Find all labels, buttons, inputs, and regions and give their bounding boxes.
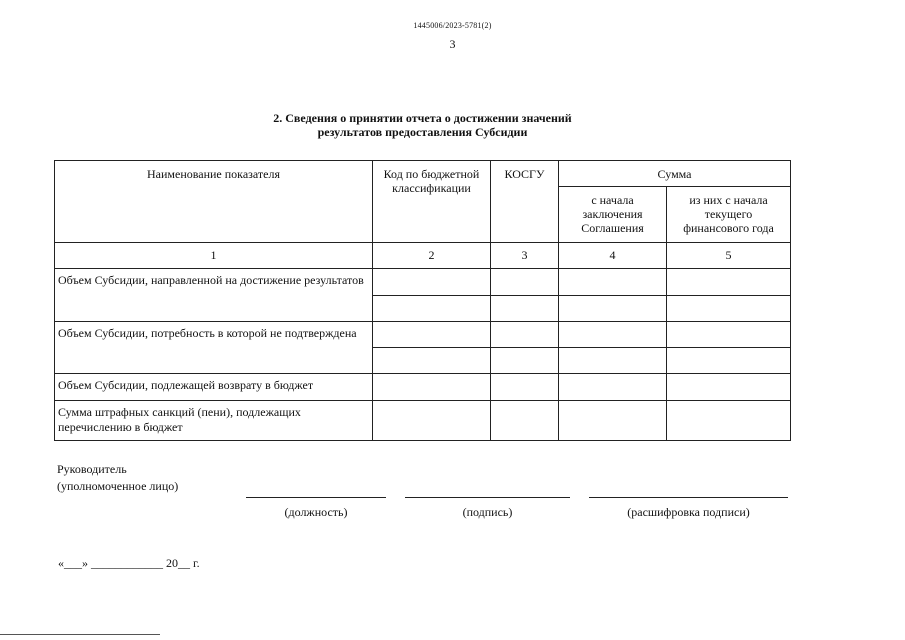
cell-sum-from-agreement[interactable] bbox=[559, 374, 667, 401]
header-sum-current-year bbox=[667, 187, 791, 243]
cell-sum-current-year[interactable] bbox=[667, 322, 791, 348]
table-row bbox=[55, 269, 791, 296]
cell-sum-current-year[interactable] bbox=[667, 401, 791, 441]
signature-decoding-line[interactable] bbox=[589, 497, 788, 498]
cell-sum-current-year[interactable] bbox=[667, 269, 791, 296]
column-numbers-row bbox=[55, 243, 791, 269]
cell-budget-code[interactable] bbox=[373, 269, 491, 296]
cell-kosgu[interactable] bbox=[491, 269, 559, 296]
cell-sum-current-year[interactable] bbox=[667, 296, 791, 322]
position-caption: (должность) bbox=[284, 505, 348, 519]
column-number: 4 bbox=[559, 243, 667, 269]
table-row bbox=[55, 322, 791, 348]
cell-kosgu[interactable] bbox=[491, 296, 559, 322]
row-label: Объем Субсидии, подлежащей возврату в бюджет bbox=[55, 374, 373, 401]
cell-kosgu[interactable] bbox=[491, 322, 559, 348]
cell-sum-from-agreement[interactable] bbox=[559, 401, 667, 441]
header-sum-current-year-line2: текущего bbox=[704, 207, 753, 221]
section-title-line1: 2. Сведения о принятии отчета о достижении значений bbox=[273, 111, 572, 125]
header-sum-from-agreement-line2: заключения bbox=[582, 207, 643, 221]
signature-line[interactable] bbox=[405, 497, 570, 498]
date-field[interactable]: «___» ____________ 20__ г. bbox=[58, 556, 200, 570]
position-line[interactable] bbox=[246, 497, 386, 498]
cell-sum-from-agreement[interactable] bbox=[559, 322, 667, 348]
header-sum-from-agreement-line1: с начала bbox=[591, 193, 634, 207]
row-label: Объем Субсидии, направленной на достижение результатов bbox=[55, 269, 373, 322]
column-number: 2 bbox=[373, 243, 491, 269]
footer-divider bbox=[0, 634, 160, 635]
header-sum-from-agreement bbox=[559, 187, 667, 243]
cell-budget-code[interactable] bbox=[373, 296, 491, 322]
column-number: 1 bbox=[55, 243, 373, 269]
cell-sum-from-agreement[interactable] bbox=[559, 348, 667, 374]
signer-title-line2: (уполномоченное лицо) bbox=[57, 479, 179, 493]
cell-kosgu[interactable] bbox=[491, 401, 559, 441]
header-kosgu: КОСГУ bbox=[491, 161, 559, 243]
column-number: 5 bbox=[667, 243, 791, 269]
signer-title bbox=[57, 461, 178, 495]
column-number: 3 bbox=[491, 243, 559, 269]
header-indicator-name: Наименование показателя bbox=[55, 161, 373, 243]
header-sum-current-year-line1: из них с начала bbox=[689, 193, 768, 207]
table-row bbox=[55, 401, 791, 441]
row-label: Объем Субсидии, потребность в которой не подтверждена bbox=[55, 322, 373, 374]
section-title-line2: результатов предоставления Субсидии bbox=[317, 125, 528, 139]
header-budget-code: Код по бюджетной классификации bbox=[373, 161, 491, 243]
cell-budget-code[interactable] bbox=[373, 374, 491, 401]
cell-budget-code[interactable] bbox=[373, 401, 491, 441]
row-label: Сумма штрафных санкций (пени), подлежащих перечислению в бюджет bbox=[55, 401, 373, 441]
table-row bbox=[55, 374, 791, 401]
cell-kosgu[interactable] bbox=[491, 348, 559, 374]
cell-budget-code[interactable] bbox=[373, 348, 491, 374]
cell-sum-current-year[interactable] bbox=[667, 348, 791, 374]
document-number: 1445006/2023-5781(2) bbox=[413, 21, 492, 30]
signature-caption: (подпись) bbox=[462, 505, 513, 519]
header-sum: Сумма bbox=[559, 161, 791, 187]
cell-sum-from-agreement[interactable] bbox=[559, 296, 667, 322]
header-sum-from-agreement-line3: Соглашения bbox=[581, 221, 644, 235]
cell-sum-from-agreement[interactable] bbox=[559, 269, 667, 296]
cell-kosgu[interactable] bbox=[491, 374, 559, 401]
cell-budget-code[interactable] bbox=[373, 322, 491, 348]
signature-decoding-caption: (расшифровка подписи) bbox=[627, 505, 750, 519]
report-table bbox=[54, 160, 791, 441]
cell-sum-current-year[interactable] bbox=[667, 374, 791, 401]
section-title bbox=[0, 111, 845, 139]
header-sum-current-year-line3: финансового года bbox=[683, 221, 774, 235]
signer-title-line1: Руководитель bbox=[57, 462, 127, 476]
page-number: 3 bbox=[449, 37, 456, 51]
